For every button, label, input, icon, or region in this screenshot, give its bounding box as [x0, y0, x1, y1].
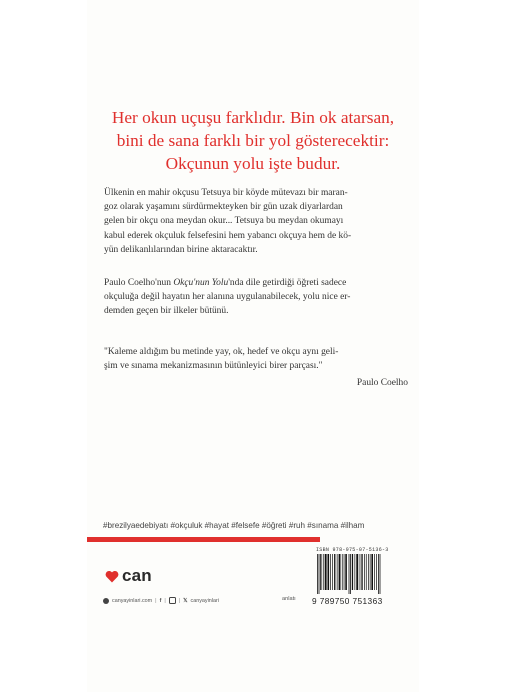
barcode-bar [378, 554, 379, 594]
text-line: yün delikanlılarından birine aktaracaktır. [104, 244, 258, 255]
barcode-bar [356, 554, 358, 590]
barcode [316, 554, 404, 594]
website: canyayinlari.com [112, 597, 153, 604]
instagram-icon [169, 597, 176, 604]
text-line: demden geçen bir ilkeler bütünü. [104, 306, 229, 317]
barcode-bar [332, 554, 333, 590]
quote-line: bini de sana farklı bir yol gösterecektir: [116, 131, 390, 150]
author-signature: Paulo Coelho [356, 378, 408, 388]
publisher-logo [105, 566, 152, 586]
barcode-bar [342, 554, 343, 590]
red-divider-bar [87, 537, 320, 542]
barcode-bar [380, 554, 381, 594]
text-line [104, 276, 404, 290]
text-line: "Kaleme aldığım bu metinde yay, ok, hedef ve okçu aynı geli- [104, 347, 339, 357]
barcode-bar [323, 554, 324, 590]
barcode-bar [376, 554, 377, 590]
globe-icon [103, 598, 109, 604]
barcode-bar [334, 554, 335, 590]
barcode-bar [370, 554, 371, 590]
barcode-bar [330, 554, 331, 590]
barcode-bar [349, 554, 350, 594]
barcode-bar [350, 554, 351, 594]
quote-line: Okçunun yolu işte budur. [165, 154, 341, 173]
separator: | [178, 597, 181, 604]
author-quote-paragraph [104, 345, 404, 373]
quote-line: Her okun uçuşu farklıdır. Bin ok atarsan, [111, 108, 395, 127]
facebook-icon: f [159, 597, 162, 604]
text-line: gelen bir okçu ona meydan okur... Tetsuya bu meydan okumayı [104, 216, 344, 227]
synopsis-paragraph [104, 186, 404, 257]
isbn-label: ISBN 978-975-07-5136-3 [316, 547, 389, 553]
publisher-footer [103, 597, 219, 604]
barcode-bar [325, 554, 327, 590]
text-segment: 'nda dile getirdiği öğreti sadece [228, 278, 347, 288]
barcode-bar [360, 554, 361, 590]
text-segment: Paulo Coelho'nun [104, 278, 174, 288]
text-line: şim ve sınama mekanizmasının bütünleyici birer parçası." [104, 361, 323, 372]
barcode-bar [344, 554, 345, 590]
text-line: Ülkenin en mahir okçusu Tetsuya bir köyde mütevazı bir maran- [104, 188, 348, 198]
barcode-bar [320, 554, 321, 590]
text-line: okçuluğa değil hayatın her alanına uygulanabilecek, yolu nice er- [104, 292, 351, 303]
cover-quote [87, 106, 419, 175]
text-line: goz olarak yaşamını sürdürmekteyken bir gün uzak diyarlardan [104, 202, 343, 213]
barcode-bar [345, 554, 347, 590]
barcode-bar [337, 554, 338, 590]
x-icon: 𝕏 [183, 597, 188, 604]
barcode-bar [328, 554, 330, 590]
genre-label: anlatı [282, 596, 296, 602]
hashtags: #brezilyaedebiyatı #okçuluk #hayat #felsefe #öğreti #ruh #sınama #ilham [103, 521, 365, 530]
barcode-bar [317, 554, 318, 594]
barcode-bar [366, 554, 367, 590]
barcode-bar [374, 554, 375, 590]
barcode-bar [361, 554, 362, 590]
book-title: Okçu'nun Yolu [173, 278, 229, 288]
barcode-bar [319, 554, 320, 594]
barcode-bar [355, 554, 356, 590]
barcode-bar [339, 554, 341, 590]
barcode-bar [368, 554, 369, 590]
barcode-bar [364, 554, 365, 590]
logo-wordmark: can [122, 566, 152, 585]
description-paragraph [104, 276, 404, 319]
separator: | [164, 597, 166, 604]
text-line: kabul ederek okçuluk felsefesini hem yabancı okçuya hem de kö- [104, 230, 352, 241]
barcode-bar [352, 554, 353, 590]
social-handle: canyayinlari [190, 597, 219, 604]
barcode-digits: 9 789750 751363 [312, 596, 383, 606]
heart-icon [105, 570, 119, 583]
separator: | [155, 597, 157, 604]
barcode-bar [371, 554, 373, 590]
